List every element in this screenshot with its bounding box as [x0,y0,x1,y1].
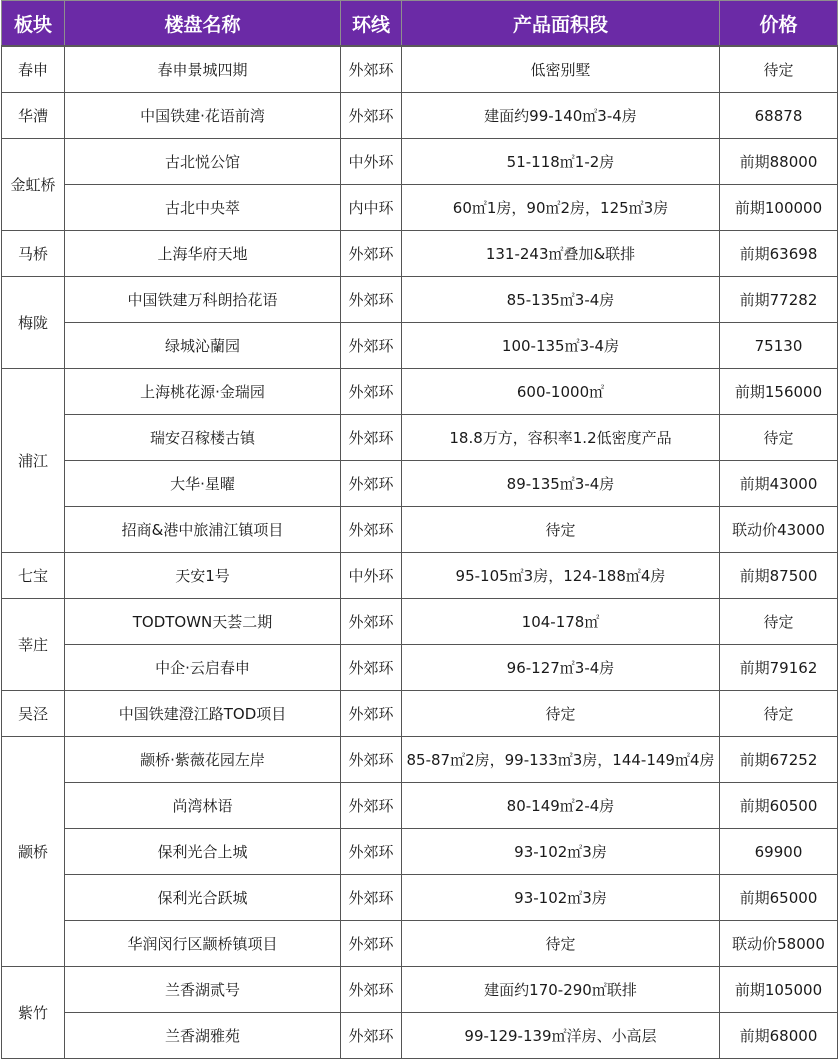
table-row [2,507,838,553]
ring-road-cell: 外郊环 [341,967,402,1013]
price-cell: 联动价43000 [720,507,838,553]
area-cell: 吴泾 [2,691,65,737]
price-cell: 前期105000 [720,967,838,1013]
unit-size-cell: 60㎡1房，90㎡2房，125㎡3房 [402,185,720,231]
project-name-cell: 上海华府天地 [65,231,341,277]
table-row [2,737,838,783]
ring-road-cell: 外郊环 [341,461,402,507]
ring-road-cell: 外郊环 [341,231,402,277]
ring-road-cell: 外郊环 [341,46,402,93]
area-cell: 春申 [2,46,65,93]
ring-road-cell: 外郊环 [341,783,402,829]
price-cell: 前期67252 [720,737,838,783]
table-row [2,645,838,691]
table-row [2,1013,838,1059]
project-name-cell: 天安1号 [65,553,341,599]
area-cell: 紫竹 [2,967,65,1059]
table-row [2,553,838,599]
header-price: 价格 [720,1,838,47]
table-row [2,323,838,369]
unit-size-cell: 93-102㎡3房 [402,829,720,875]
ring-road-cell: 外郊环 [341,277,402,323]
project-name-cell: 保利光合跃城 [65,875,341,921]
project-name-cell: 中国铁建·花语前湾 [65,93,341,139]
area-cell: 梅陇 [2,277,65,369]
price-cell: 69900 [720,829,838,875]
project-name-cell: 瑞安召稼楼古镇 [65,415,341,461]
area-cell: 七宝 [2,553,65,599]
price-cell: 前期79162 [720,645,838,691]
project-name-cell: 中国铁建澄江路TOD项目 [65,691,341,737]
unit-size-cell: 80-149㎡2-4房 [402,783,720,829]
table-row [2,369,838,415]
ring-road-cell: 外郊环 [341,921,402,967]
ring-road-cell: 中外环 [341,139,402,185]
header-area: 板块 [2,1,65,47]
project-name-cell: TODTOWN天荟二期 [65,599,341,645]
price-cell: 前期77282 [720,277,838,323]
property-table [1,0,838,1059]
table-row [2,46,838,93]
unit-size-cell: 待定 [402,691,720,737]
ring-road-cell: 中外环 [341,553,402,599]
project-name-cell: 绿城沁蘭园 [65,323,341,369]
table-row [2,415,838,461]
price-cell: 前期60500 [720,783,838,829]
price-cell: 待定 [720,599,838,645]
price-cell: 前期88000 [720,139,838,185]
project-name-cell: 大华·星曜 [65,461,341,507]
area-cell: 金虹桥 [2,139,65,231]
unit-size-cell: 低密别墅 [402,46,720,93]
table-row [2,783,838,829]
price-cell: 前期65000 [720,875,838,921]
project-name-cell: 中国铁建万科朗拾花语 [65,277,341,323]
project-name-cell: 保利光合上城 [65,829,341,875]
ring-road-cell: 外郊环 [341,737,402,783]
unit-size-cell: 131-243㎡叠加&联排 [402,231,720,277]
table-row [2,277,838,323]
unit-size-cell: 待定 [402,507,720,553]
price-cell: 待定 [720,691,838,737]
ring-road-cell: 外郊环 [341,507,402,553]
price-cell: 前期63698 [720,231,838,277]
ring-road-cell: 外郊环 [341,691,402,737]
project-name-cell: 古北中央萃 [65,185,341,231]
ring-road-cell: 外郊环 [341,369,402,415]
project-name-cell: 上海桃花源·金瑞园 [65,369,341,415]
unit-size-cell: 85-135㎡3-4房 [402,277,720,323]
price-cell: 前期68000 [720,1013,838,1059]
price-cell: 75130 [720,323,838,369]
project-name-cell: 招商&港中旅浦江镇项目 [65,507,341,553]
ring-road-cell: 外郊环 [341,1013,402,1059]
price-cell: 前期43000 [720,461,838,507]
unit-size-cell: 51-118㎡1-2房 [402,139,720,185]
table-row [2,967,838,1013]
header-row [2,1,838,47]
ring-road-cell: 外郊环 [341,323,402,369]
project-name-cell: 春申景城四期 [65,46,341,93]
area-cell: 莘庄 [2,599,65,691]
project-name-cell: 中企·云启春申 [65,645,341,691]
unit-size-cell: 99-129-139㎡洋房、小高层 [402,1013,720,1059]
header-project-name: 楼盘名称 [65,1,341,47]
unit-size-cell: 85-87㎡2房，99-133㎡3房，144-149㎡4房 [402,737,720,783]
price-cell: 前期100000 [720,185,838,231]
table-row [2,461,838,507]
price-cell: 联动价58000 [720,921,838,967]
table-row [2,829,838,875]
table-row [2,231,838,277]
ring-road-cell: 外郊环 [341,599,402,645]
table-body [2,46,838,1059]
project-name-cell: 颛桥·紫薇花园左岸 [65,737,341,783]
unit-size-cell: 建面约170-290㎡联排 [402,967,720,1013]
unit-size-cell: 建面约99-140㎡3-4房 [402,93,720,139]
unit-size-cell: 18.8万方，容积率1.2低密度产品 [402,415,720,461]
ring-road-cell: 外郊环 [341,829,402,875]
table-row [2,599,838,645]
price-cell: 68878 [720,93,838,139]
header-ring-road: 环线 [341,1,402,47]
area-cell: 华漕 [2,93,65,139]
header-unit-size: 产品面积段 [402,1,720,47]
table-header [2,1,838,47]
table-row [2,185,838,231]
unit-size-cell: 待定 [402,921,720,967]
price-cell: 前期87500 [720,553,838,599]
project-name-cell: 华润闵行区颛桥镇项目 [65,921,341,967]
table-row [2,691,838,737]
unit-size-cell: 600-1000㎡ [402,369,720,415]
area-cell: 马桥 [2,231,65,277]
area-cell: 颛桥 [2,737,65,967]
price-cell: 待定 [720,46,838,93]
ring-road-cell: 内中环 [341,185,402,231]
table-row [2,93,838,139]
project-name-cell: 古北悦公馆 [65,139,341,185]
price-cell: 前期156000 [720,369,838,415]
project-name-cell: 兰香湖贰号 [65,967,341,1013]
price-cell: 待定 [720,415,838,461]
ring-road-cell: 外郊环 [341,415,402,461]
table-row [2,139,838,185]
ring-road-cell: 外郊环 [341,645,402,691]
unit-size-cell: 96-127㎡3-4房 [402,645,720,691]
project-name-cell: 尚湾林语 [65,783,341,829]
area-cell: 浦江 [2,369,65,553]
unit-size-cell: 104-178㎡ [402,599,720,645]
ring-road-cell: 外郊环 [341,875,402,921]
table-row [2,875,838,921]
unit-size-cell: 95-105㎡3房，124-188㎡4房 [402,553,720,599]
table-row [2,921,838,967]
project-name-cell: 兰香湖雅苑 [65,1013,341,1059]
unit-size-cell: 100-135㎡3-4房 [402,323,720,369]
ring-road-cell: 外郊环 [341,93,402,139]
unit-size-cell: 93-102㎡3房 [402,875,720,921]
unit-size-cell: 89-135㎡3-4房 [402,461,720,507]
